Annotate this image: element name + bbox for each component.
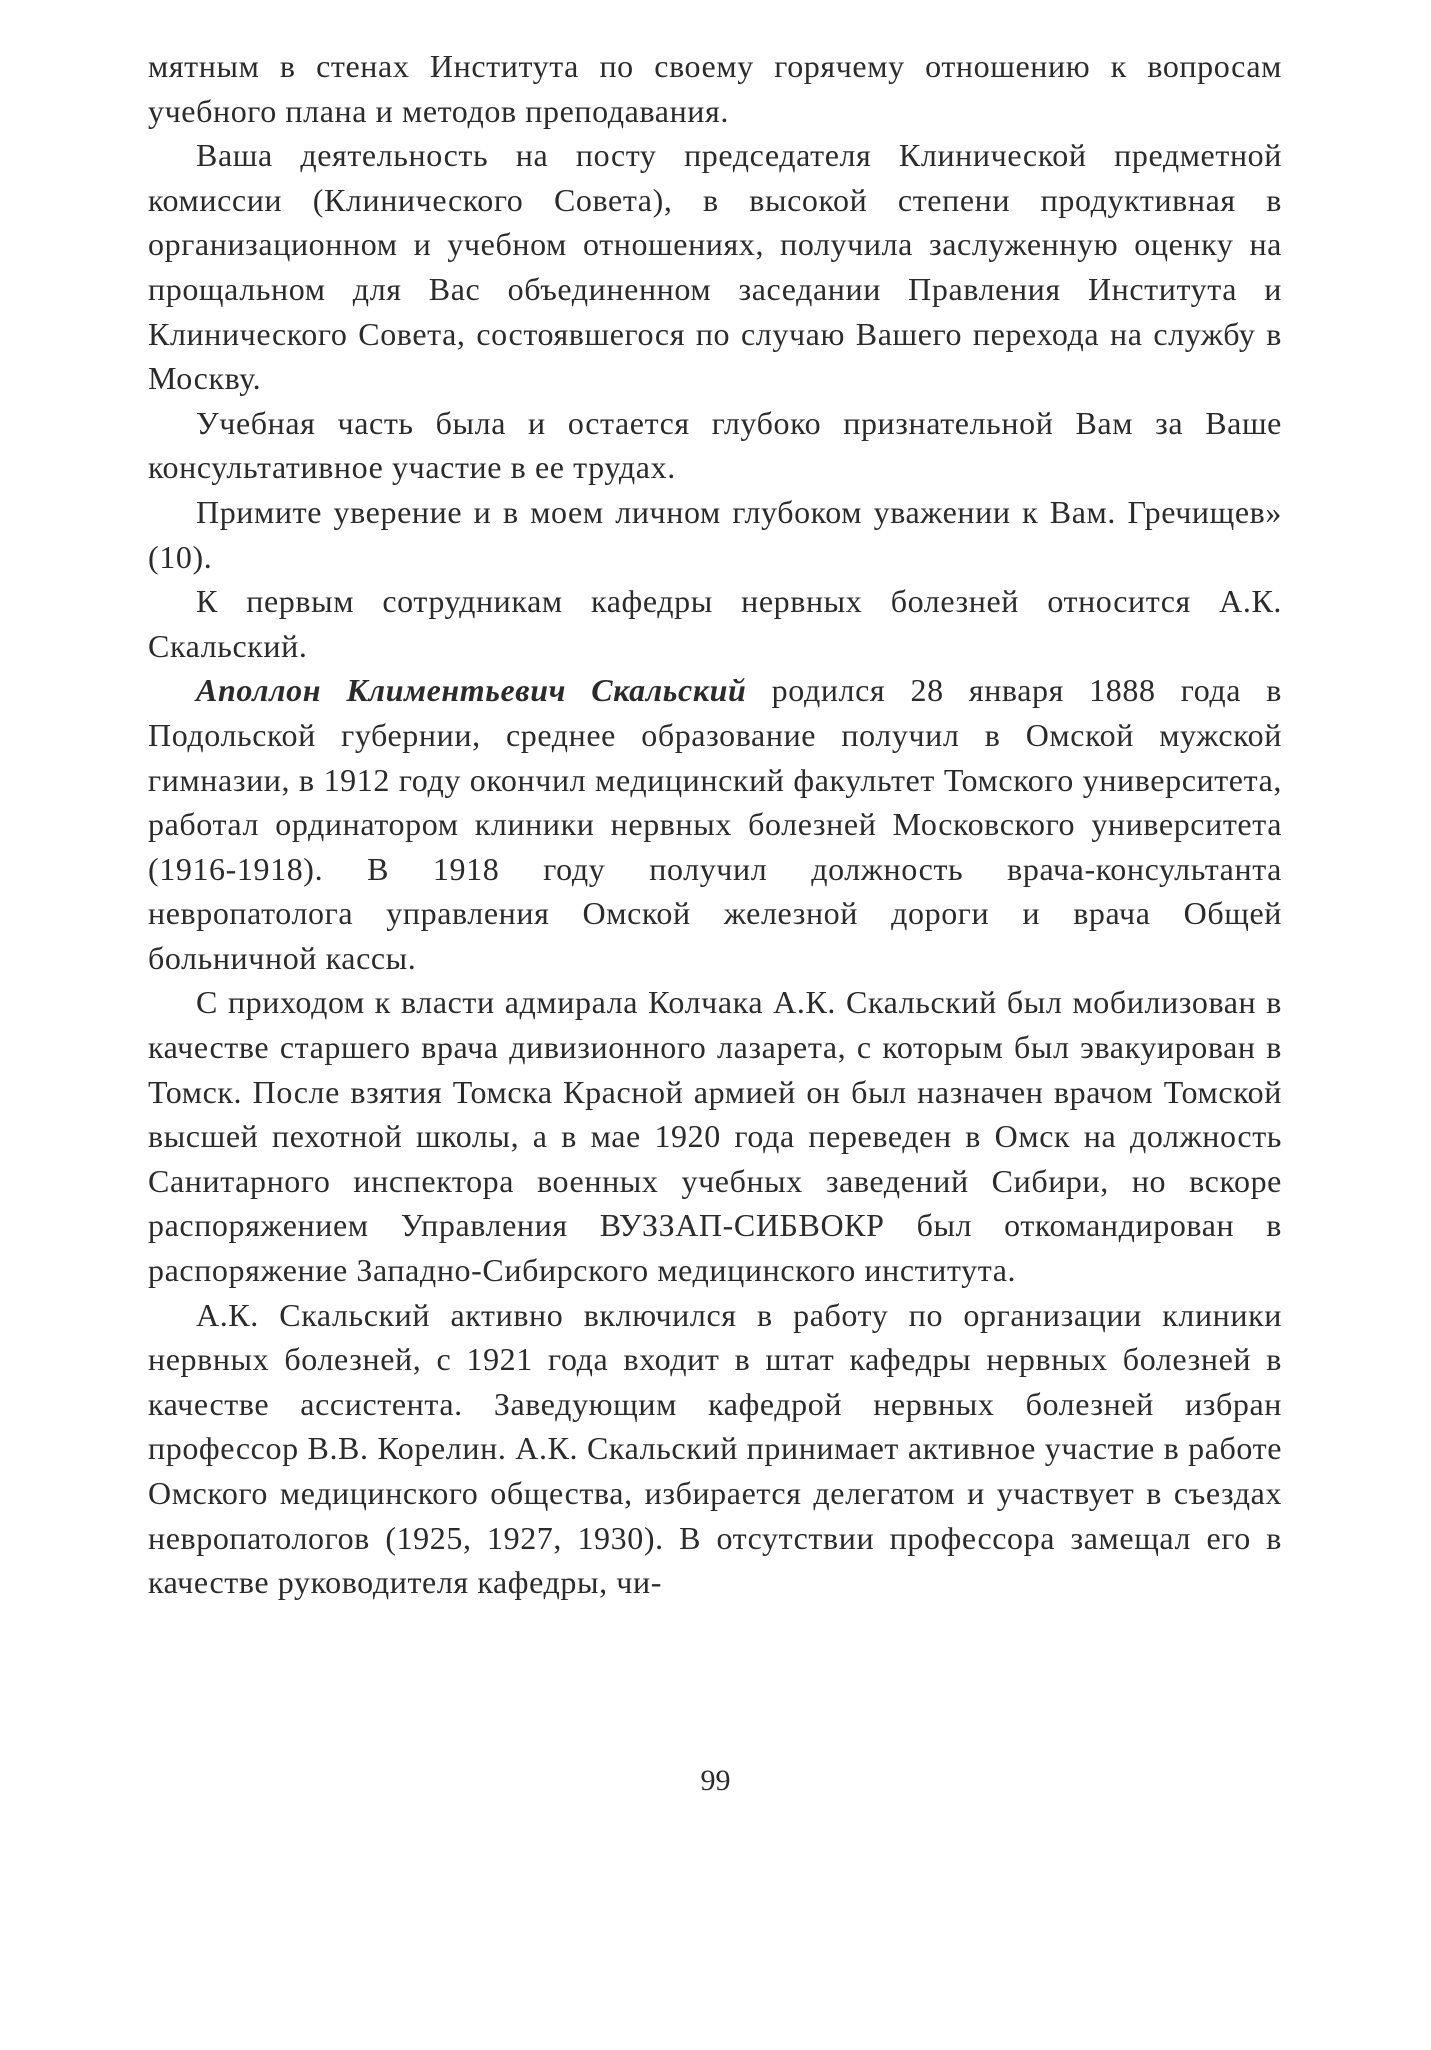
paragraph-first-staff: К первым сотрудникам кафедры нервных болезней относится А.К. Скальский. — [148, 583, 1282, 664]
page-number: 99 — [700, 1764, 731, 1797]
paragraph-clinic-work: А.К. Скальский активно включился в работу по организации клиники нервных болезней, с 1921 года входит в штат кафедры нервных болезней в качестве ассистента. Заведующим кафедрой нервных болезней избран профессор В.В. Корелин. А.К. Скальский принимает активное участие в работе Омского медицинского общества, избирается делегатом и участвует в съездах невропатологов (1925, 1927, 1930). В отсутствии профессора замещал его в качестве руководителя кафедры, чи- — [148, 1296, 1282, 1601]
biography-text: родился 28 января 1888 года в Подольской губернии, среднее образование получил в Омской мужской гимназии, в 1912 году окончил медицинский факультет Томского университета, работал ординатором клиники нервных болезней Московского университета (1916-1918). В 1918 году получил должность врача-консультанта невропатолога управления Омской железной дороги и врача Общей больничной кассы. — [148, 672, 1283, 976]
paragraph-kolchak: С приходом к власти адмирала Колчака А.К. Скальский был мобилизован в качестве старшего врача дивизионного лазарета, с которым был эвакуирован в Томск. После взятия Томска Красной армией он был назначен врачом Томской высшей пехотной школы, а в мае 1920 года переведен в Омск на должность Санитарного инспектора военных учебных заведений Сибири, но вскоре распоряжением Управления ВУЗЗАП-СИБВОКР был откомандирован в распоряжение Западно-Сибирского медицинского института. — [148, 984, 1282, 1289]
paragraph-gratitude: Учебная часть была и остается глубоко признательной Вам за Ваше консультативное участие в ее трудах. — [148, 404, 1282, 486]
paragraph-activity: Ваша деятельность на посту председателя Клинической предметной комиссии (Клинического Совета), в высокой степени продуктивная в организационном и учебном отношениях, получила заслуженную оценку на прощальном для Вас объединенном заседании Правления Института и Клинического Совета, состоявшегося по случаю Вашего перехода на службу в Москву. — [148, 137, 1282, 397]
paragraph-biography — [148, 668, 1282, 980]
person-name: Аполлон Климентьевич Скальский — [196, 672, 747, 709]
paragraph-continuation: мятным в стенах Института по своему горячему отношению к вопросам учебного плана и методов преподавания. — [148, 48, 1282, 129]
document-body — [148, 44, 1282, 1605]
paragraph-closing: Примите уверение и в моем личном глубоком уважении к Вам. Гречищев» (10). — [148, 493, 1282, 575]
